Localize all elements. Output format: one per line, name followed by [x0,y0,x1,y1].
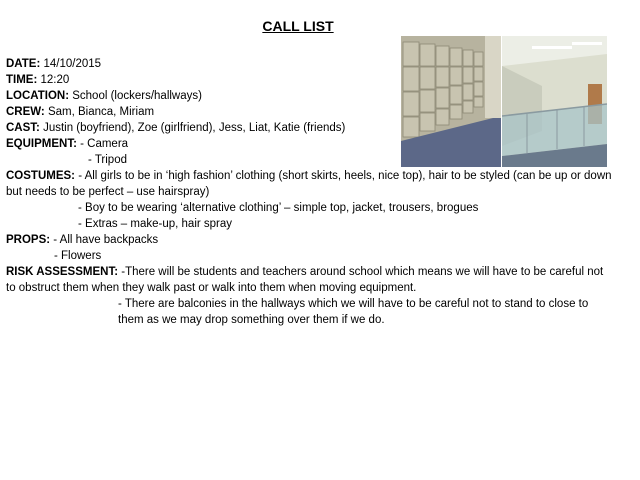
location-line: LOCATION: School (lockers/hallways) [6,90,202,102]
risk-assessment-item: - There are balconies in the hallways which we will have to be careful not to stand to close to them as we may drop something over them if we do. [118,298,589,326]
crew-line: CREW: Sam, Bianca, Miriam [6,106,155,118]
page-title: CALL LIST [262,18,334,34]
equipment-item: - Tripod [88,154,127,166]
call-list-body [6,56,612,328]
props-line: PROPS: - All have backpacks [6,234,159,246]
costumes-line: COSTUMES: - All girls to be in ‘high fashion’ clothing (short skirts, heels, nice top), hair to be styled (can be up or down but needs to be perfect – use hairspray) [6,170,612,198]
equipment-line: EQUIPMENT: - Camera [6,138,129,150]
cast-line: CAST: Justin (boyfriend), Zoe (girlfriend), Jess, Liat, Katie (friends) [6,122,346,134]
date-line: DATE: 14/10/2015 [6,58,102,70]
time-line: TIME: 12:20 [6,74,70,86]
costumes-item: - Extras – make-up, hair spray [78,218,233,230]
costumes-item: - Boy to be wearing ‘alternative clothing’ – simple top, jacket, trousers, brogues [78,202,479,214]
props-item: - Flowers [54,250,102,262]
risk-assessment-line: RISK ASSESSMENT: -There will be students and teachers around school which means we will have to be careful not to obstruct them when they walk past or walk into them when moving equipment. [6,266,604,294]
